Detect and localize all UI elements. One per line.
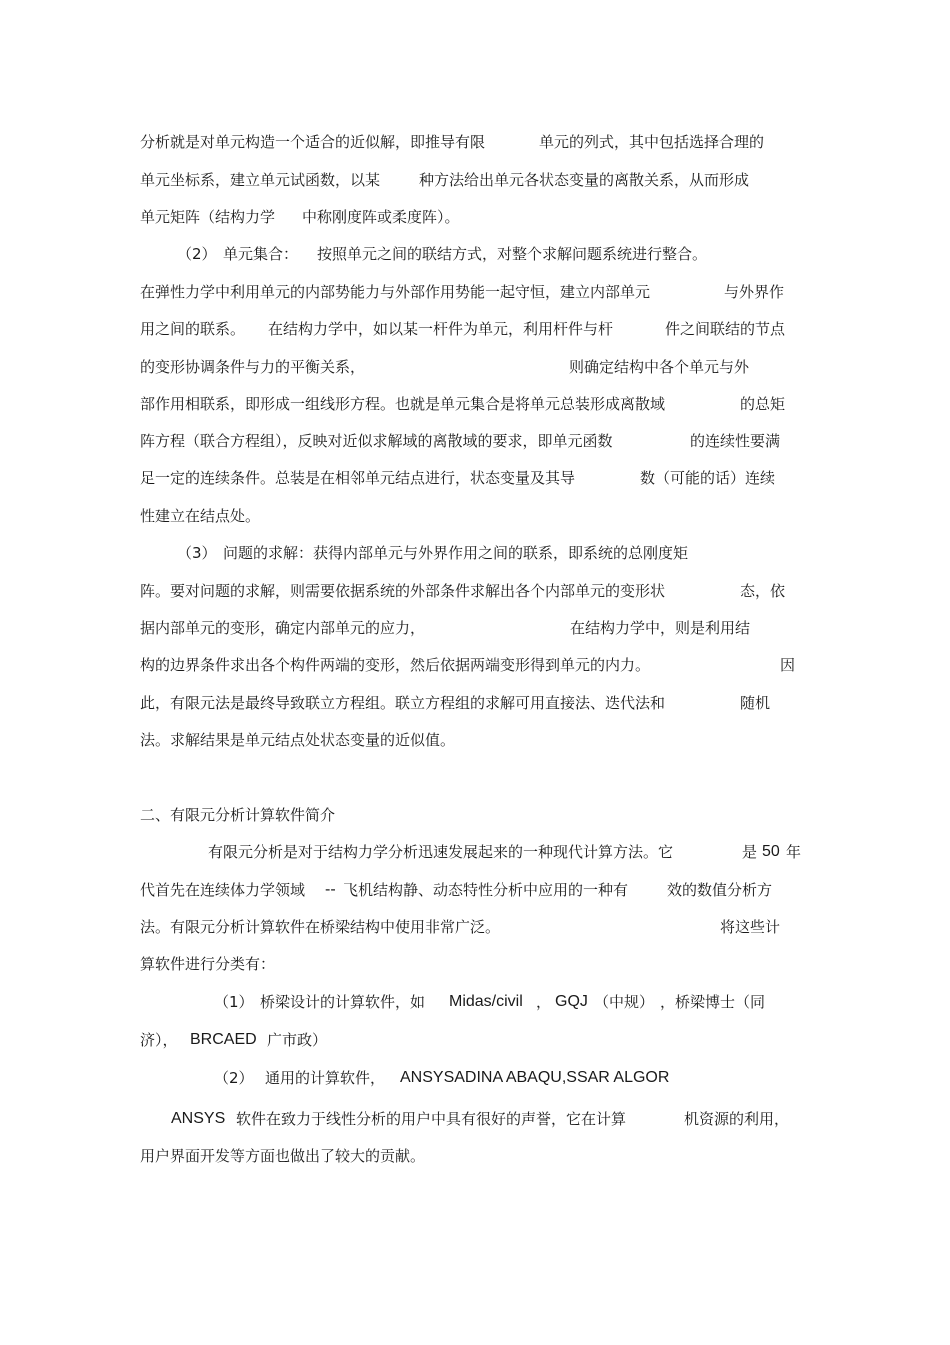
text-run: 足一定的连续条件。总装是在相邻单元结点进行，状态变量及其导 xyxy=(140,469,576,487)
text-run: 代首先在连续体力学领域 xyxy=(140,881,306,899)
text-run: 有限元分析是对于结构力学分析迅速发展起来的一种现代计算方法。它 xyxy=(208,843,674,861)
text-run: -- xyxy=(325,881,336,898)
text-run: 通用的计算软件， xyxy=(265,1069,386,1087)
text-run: ANSYSADINA ABAQU,SSAR ALGOR xyxy=(400,1069,670,1086)
text-run: 效的数值分析方 xyxy=(667,881,773,899)
text-run: 因 xyxy=(780,656,796,674)
text-run: 与外界作 xyxy=(724,283,785,301)
text-run: 软件在致力于线性分析的用户中具有很好的声誉，它在计算 xyxy=(236,1110,627,1128)
text-run: BRCAED xyxy=(190,1031,257,1048)
text-run: 单元的列式，其中包括选择合理的 xyxy=(539,133,765,151)
text-run: 年 xyxy=(786,843,802,861)
text-run: 按照单元之间的联结方式，对整个求解问题系统进行整合。 xyxy=(317,245,708,263)
text-run: 阵。要对问题的求解，则需要依据系统的外部条件求解出各个内部单元的变形状 xyxy=(140,582,666,600)
list-number: （1） xyxy=(214,993,254,1011)
section-heading-text: 二、有限元分析计算软件简介 xyxy=(140,806,336,824)
text-run: 的总矩 xyxy=(740,395,786,413)
text-run: 飞机结构静、动态特性分析中应用的一种有 xyxy=(343,881,629,899)
text-run: 性建立在结点处。 xyxy=(140,507,261,525)
text-run: 构的边界条件求出各个构件两端的变形，然后依据两端变形得到单元的内力。 xyxy=(140,656,651,674)
text-run: 单元坐标系，建立单元试函数，以某 xyxy=(140,171,381,189)
text-run: 单元集合： xyxy=(223,245,299,263)
list-number: （2） xyxy=(214,1069,254,1087)
text-run: 种方法给出单元各状态变量的离散关系，从而形成 xyxy=(419,171,750,189)
text-run: 算软件进行分类有： xyxy=(140,955,276,973)
text-run: 将这些计 xyxy=(720,918,781,936)
text-run: 济）， xyxy=(140,1031,178,1049)
text-run: ， xyxy=(536,993,552,1011)
text-run: 广市政） xyxy=(267,1031,328,1049)
text-run: 态，依 xyxy=(740,582,786,600)
text-run: 单元矩阵（结构力学 xyxy=(140,208,276,226)
text-run: 阵方程（联合方程组），反映对近似求解域的离散域的要求，即单元函数 xyxy=(140,432,613,450)
text-run: （中规） xyxy=(594,993,655,1011)
text-run: 在结构力学中，如以某一杆件为单元，利用杆件与杆 xyxy=(268,320,614,338)
text-run: 中称刚度阵或柔度阵）。 xyxy=(302,208,460,226)
text-run: 法。求解结果是单元结点处状态变量的近似值。 xyxy=(140,731,456,749)
text-run: 据内部单元的变形，确定内部单元的应力， xyxy=(140,619,426,637)
text-run: ，桥梁博士（同 xyxy=(660,993,766,1011)
text-run: ANSYS xyxy=(171,1110,226,1127)
text-run: 在结构力学中，则是利用结 xyxy=(570,619,751,637)
text-run: 法。有限元分析计算软件在桥梁结构中使用非常广泛。 xyxy=(140,918,501,936)
list-number: （2） xyxy=(177,245,217,263)
text-run: 在弹性力学中利用单元的内部势能力与外部作用势能一起守恒，建立内部单元 xyxy=(140,283,651,301)
text-run: 50 xyxy=(762,843,780,860)
text-run: 则确定结构中各个单元与外 xyxy=(569,358,750,376)
text-run: 此，有限元法是最终导致联立方程组。联立方程组的求解可用直接法、迭代法和 xyxy=(140,694,666,712)
text-run: 分析就是对单元构造一个适合的近似解，即推导有限 xyxy=(140,133,486,151)
text-run: 机资源的利用， xyxy=(684,1110,790,1128)
text-run: Midas/civil xyxy=(449,993,523,1010)
text-run: 随机 xyxy=(740,694,771,712)
text-run: 的连续性要满 xyxy=(690,432,781,450)
text-run: 数（可能的话）连续 xyxy=(640,469,776,487)
text-run: 问题的求解：获得内部单元与外界作用之间的联系，即系统的总刚度矩 xyxy=(223,544,689,562)
text-run: 部作用相联系，即形成一组线形方程。也就是单元集合是将单元总装形成离散域 xyxy=(140,395,666,413)
text-run: 是 xyxy=(742,843,758,861)
text-run: 用之间的联系。 xyxy=(140,320,246,338)
text-run: GQJ xyxy=(555,993,588,1010)
text-run: 件之间联结的节点 xyxy=(665,320,786,338)
list-number: （3） xyxy=(177,544,217,562)
text-run: 桥梁设计的计算软件，如 xyxy=(260,993,426,1011)
text-run: 的变形协调条件与力的平衡关系， xyxy=(140,358,366,376)
text-run: 用户界面开发等方面也做出了较大的贡献。 xyxy=(140,1147,426,1165)
